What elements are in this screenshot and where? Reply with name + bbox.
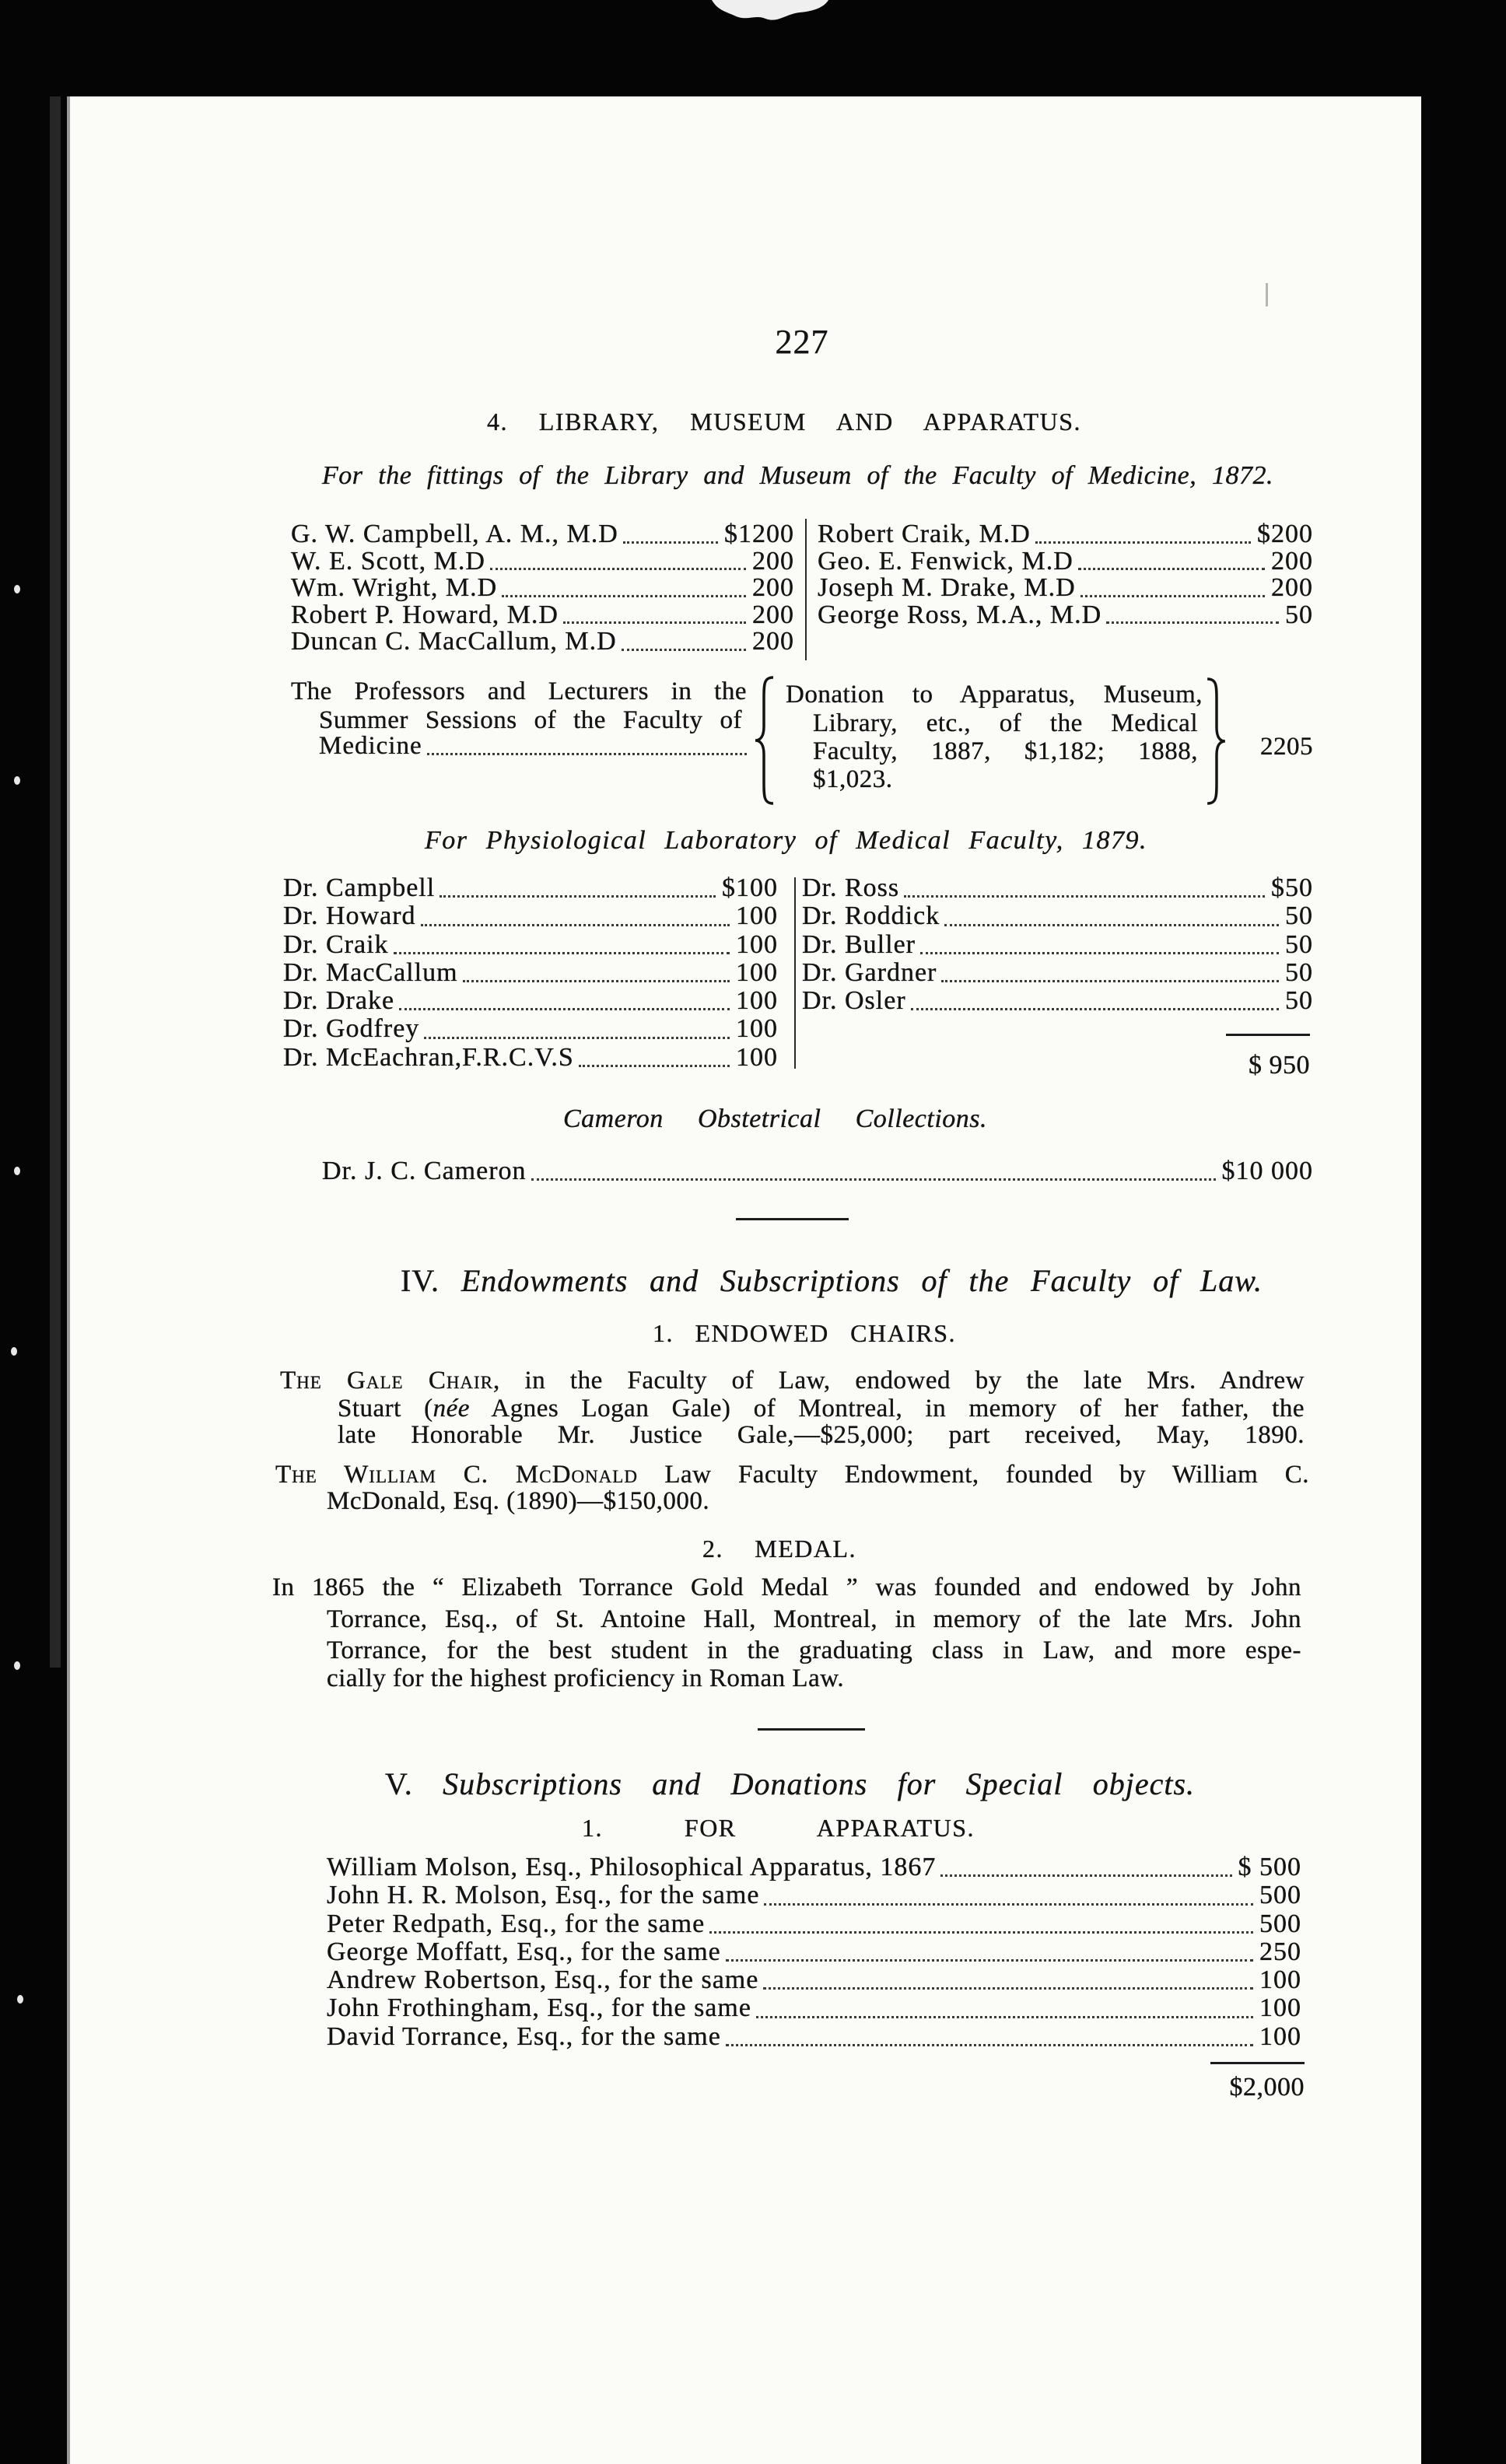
summer-purpose-line: Library, etc., of the Medical bbox=[813, 709, 1198, 737]
section-numeral: V. bbox=[385, 1766, 413, 1801]
law-section-heading bbox=[401, 1262, 1263, 1300]
donor-name: Dr. Howard bbox=[283, 901, 416, 931]
summer-donors-line: The Professors and Lecturers in the bbox=[291, 677, 747, 705]
fittings-left-list bbox=[291, 521, 794, 656]
list-item bbox=[291, 628, 794, 656]
dot-leader bbox=[622, 649, 746, 651]
donation-amount: $ 500 bbox=[1238, 1853, 1301, 1881]
right-brace-stroke bbox=[1207, 679, 1225, 803]
list-item bbox=[291, 521, 794, 548]
summer-donors-last-line bbox=[319, 733, 747, 760]
scan-speck bbox=[14, 585, 20, 593]
paragraph-italic: née bbox=[433, 1395, 470, 1423]
summer-purpose-line: Faculty, 1887, $1,182; 1888, bbox=[813, 737, 1198, 765]
medal-line: Torrance, Esq., of St. Antoine Hall, Montreal, in memory of the late Mrs. John bbox=[327, 1605, 1301, 1633]
donation-amount: 100 bbox=[736, 1014, 778, 1044]
scan-blob bbox=[700, 0, 840, 31]
donor-name: Duncan C. MacCallum, M.D bbox=[291, 627, 617, 656]
list-item bbox=[291, 602, 794, 629]
donor-name: Dr. Campbell bbox=[283, 873, 436, 902]
dot-leader bbox=[763, 1987, 1253, 1990]
total-rule bbox=[1226, 1034, 1310, 1036]
dot-leader bbox=[1035, 541, 1251, 544]
donor-name: Andrew Robertson, Esq., for the same bbox=[327, 1965, 759, 1995]
donor-name: David Torrance, Esq., for the same bbox=[327, 2021, 721, 2051]
donation-amount: 50 bbox=[1285, 901, 1313, 931]
donation-amount: 50 bbox=[1285, 986, 1313, 1016]
physiological-total: $ 950 bbox=[1249, 1051, 1310, 1080]
list-item bbox=[802, 987, 1313, 1015]
donor-name: Dr. J. C. Cameron bbox=[322, 1157, 527, 1185]
right-brace bbox=[1204, 677, 1228, 806]
donor-name: W. E. Scott, M.D bbox=[291, 546, 485, 576]
donation-amount: 50 bbox=[1285, 957, 1313, 987]
chairs-heading: 1. ENDOWED CHAIRS. bbox=[653, 1319, 956, 1347]
donor-name: Dr. Ross bbox=[802, 873, 900, 902]
dot-leader bbox=[463, 980, 730, 982]
summer-amount: 2205 bbox=[1260, 733, 1313, 761]
donation-amount: $50 bbox=[1271, 873, 1313, 902]
donation-amount: 100 bbox=[736, 957, 778, 987]
physiological-right-list bbox=[802, 874, 1313, 1015]
dot-leader bbox=[427, 753, 747, 755]
section-title: Endowments and Subscriptions of the Faculty of Law. bbox=[461, 1263, 1263, 1298]
list-item bbox=[291, 548, 794, 576]
dot-leader bbox=[531, 1178, 1216, 1181]
mcdonald-line bbox=[275, 1461, 1309, 1489]
dot-leader bbox=[941, 980, 1279, 982]
apparatus-total: $2,000 bbox=[1229, 2073, 1305, 2102]
page-number: 227 bbox=[775, 323, 829, 361]
list-item bbox=[327, 1853, 1301, 1881]
donation-amount: 50 bbox=[1285, 600, 1313, 629]
dot-leader bbox=[579, 1065, 730, 1067]
donation-amount: 100 bbox=[736, 1042, 778, 1072]
list-item bbox=[322, 1157, 1313, 1185]
donor-name: Dr. Drake bbox=[283, 986, 395, 1016]
list-item bbox=[319, 733, 747, 760]
donation-amount: $200 bbox=[1257, 520, 1313, 548]
dot-leader bbox=[940, 1874, 1231, 1877]
gale-chair-line bbox=[338, 1395, 1305, 1423]
list-item bbox=[283, 902, 778, 930]
list-item bbox=[291, 575, 794, 602]
donation-amount: 100 bbox=[1259, 1965, 1301, 1995]
donor-name: Peter Redpath, Esq., for the same bbox=[327, 1909, 706, 1938]
dot-leader bbox=[623, 541, 718, 544]
donor-name: G. W. Campbell, A. M., M.D bbox=[291, 520, 618, 548]
dot-leader bbox=[911, 1008, 1279, 1010]
scan-speck bbox=[14, 1661, 20, 1670]
gale-chair-line bbox=[280, 1367, 1305, 1395]
donation-amount: 500 bbox=[1259, 1909, 1301, 1938]
list-item bbox=[818, 521, 1313, 548]
donor-name: George Ross, M.A., M.D bbox=[818, 600, 1102, 629]
donor-name: Medicine bbox=[319, 732, 422, 760]
left-brace-stroke bbox=[755, 677, 773, 803]
summer-purpose-line: $1,023. bbox=[813, 765, 893, 793]
dot-leader bbox=[399, 1008, 730, 1010]
medal-line: cially for the highest proficiency in Roman Law. bbox=[327, 1664, 845, 1692]
dot-leader bbox=[726, 1959, 1253, 1962]
binding-gutter bbox=[50, 96, 61, 1668]
column-divider bbox=[805, 519, 807, 660]
scan-speck bbox=[17, 1995, 23, 2004]
list-item bbox=[327, 1938, 1301, 1966]
dot-leader bbox=[764, 1903, 1253, 1906]
donation-amount: $100 bbox=[722, 873, 778, 902]
donation-amount: 200 bbox=[752, 600, 794, 629]
donation-amount: 200 bbox=[1271, 546, 1313, 576]
donor-name: Dr. Godfrey bbox=[283, 1014, 420, 1044]
dot-leader bbox=[440, 895, 716, 898]
paragraph-text: Law Faculty Endowment, founded by William C. bbox=[637, 1461, 1309, 1489]
donation-amount: 200 bbox=[752, 546, 794, 576]
gale-chair-line: late Honorable Mr. Justice Gale,—$25,000; part received, May, 1890. bbox=[338, 1421, 1305, 1449]
medal-heading: 2. MEDAL. bbox=[702, 1535, 856, 1563]
dot-leader bbox=[490, 568, 746, 570]
donor-name: Dr. Craik bbox=[283, 929, 389, 959]
donor-name: Robert P. Howard, M.D bbox=[291, 600, 559, 629]
physiological-caption: For Physiological Laboratory of Medical Faculty, 1879. bbox=[425, 826, 1147, 855]
scan-blob-shape bbox=[712, 0, 828, 20]
donor-name: Dr. Buller bbox=[802, 929, 916, 959]
dot-leader bbox=[424, 1037, 730, 1039]
donor-name: Joseph M. Drake, M.D bbox=[818, 573, 1076, 602]
donation-amount: 250 bbox=[1259, 1937, 1301, 1966]
dot-leader bbox=[1078, 568, 1265, 570]
donation-amount: 200 bbox=[1271, 573, 1313, 602]
mcdonald-line: McDonald, Esq. (1890)—$150,000. bbox=[327, 1487, 710, 1515]
medal-line: In 1865 the “ Elizabeth Torrance Gold Medal ” was founded and endowed by John bbox=[272, 1573, 1301, 1601]
dot-leader bbox=[1106, 621, 1279, 624]
scan-speck bbox=[14, 776, 20, 785]
list-item bbox=[327, 2023, 1301, 2051]
physiological-left-list bbox=[283, 874, 778, 1072]
donation-amount: 100 bbox=[736, 929, 778, 959]
dot-leader bbox=[502, 595, 746, 597]
scan-mark bbox=[1266, 283, 1268, 306]
donation-amount: 100 bbox=[736, 901, 778, 931]
total-rule bbox=[1210, 2062, 1305, 2064]
dot-leader bbox=[920, 952, 1279, 954]
list-item bbox=[283, 874, 778, 902]
donation-amount: $10 000 bbox=[1221, 1157, 1313, 1185]
dot-leader bbox=[1080, 595, 1265, 597]
section-rule bbox=[758, 1728, 865, 1731]
donor-name: William Molson, Esq., Philosophical Apparatus, 1867 bbox=[327, 1853, 937, 1881]
list-item bbox=[327, 1910, 1301, 1938]
special-section-heading bbox=[385, 1765, 1195, 1804]
list-item bbox=[283, 1015, 778, 1043]
paragraph-text: Agnes Logan Gale) of Montreal, in memory of her father, the bbox=[469, 1395, 1305, 1423]
chair-name: The Gale Chair bbox=[280, 1367, 494, 1395]
list-item bbox=[283, 931, 778, 959]
donor-name: George Moffatt, Esq., for the same bbox=[327, 1937, 721, 1966]
donation-amount: 200 bbox=[752, 573, 794, 602]
donation-amount: 50 bbox=[1285, 929, 1313, 959]
donation-amount: 100 bbox=[1259, 1993, 1301, 2023]
list-item bbox=[327, 1881, 1301, 1909]
dot-leader bbox=[756, 2016, 1253, 2018]
dot-leader bbox=[394, 952, 730, 954]
dot-leader bbox=[563, 621, 746, 624]
paragraph-text: Stuart ( bbox=[338, 1395, 433, 1423]
scan-speck bbox=[14, 1167, 20, 1175]
dot-leader bbox=[421, 924, 730, 926]
donor-name: Dr. Osler bbox=[802, 986, 906, 1016]
donation-amount: $1200 bbox=[724, 520, 794, 548]
dot-leader bbox=[709, 1931, 1253, 1934]
donor-name: Dr. McEachran,F.R.C.V.S bbox=[283, 1042, 574, 1072]
donor-name: Dr. Roddick bbox=[802, 901, 940, 931]
page-edge bbox=[67, 96, 70, 2464]
fittings-caption: For the fittings of the Library and Museum of the Faculty of Medicine, 1872. bbox=[322, 461, 1273, 490]
donation-amount: 200 bbox=[752, 627, 794, 656]
dot-leader bbox=[726, 2044, 1253, 2046]
donation-amount: 100 bbox=[1259, 2021, 1301, 2051]
section-title: Subscriptions and Donations for Special objects. bbox=[443, 1766, 1196, 1801]
donor-name: John Frothingham, Esq., for the same bbox=[327, 1993, 751, 2023]
list-item bbox=[802, 874, 1313, 902]
cameron-caption: Cameron Obstetrical Collections. bbox=[563, 1104, 987, 1133]
scan-speck bbox=[11, 1347, 17, 1356]
list-item bbox=[802, 902, 1313, 930]
list-item bbox=[818, 575, 1313, 602]
list-item bbox=[802, 959, 1313, 987]
donor-name: Dr. Gardner bbox=[802, 957, 937, 987]
medal-line: Torrance, for the best student in the graduating class in Law, and more espe- bbox=[327, 1636, 1301, 1664]
list-item bbox=[327, 1966, 1301, 1994]
list-item bbox=[327, 1994, 1301, 2022]
list-item bbox=[283, 987, 778, 1015]
donor-name: John H. R. Molson, Esq., for the same bbox=[327, 1881, 760, 1910]
section-heading: 4. LIBRARY, MUSEUM AND APPARATUS. bbox=[487, 408, 1081, 436]
list-item bbox=[283, 959, 778, 987]
donor-name: Wm. Wright, M.D bbox=[291, 573, 498, 602]
dot-leader bbox=[904, 895, 1265, 898]
endowment-name: The William C. McDonald bbox=[275, 1461, 638, 1489]
apparatus-list bbox=[327, 1853, 1301, 2051]
donor-name: Geo. E. Fenwick, M.D bbox=[818, 546, 1073, 576]
dot-leader bbox=[944, 924, 1279, 926]
column-divider bbox=[794, 877, 796, 1069]
fittings-right-list bbox=[818, 521, 1313, 628]
summer-purpose-line: Donation to Apparatus, Museum, bbox=[786, 681, 1203, 709]
list-item bbox=[818, 602, 1313, 629]
donation-amount: 500 bbox=[1259, 1881, 1301, 1910]
left-brace bbox=[753, 675, 776, 806]
donation-amount: 100 bbox=[736, 986, 778, 1016]
summer-donors-line: Summer Sessions of the Faculty of bbox=[319, 706, 742, 734]
section-numeral: IV. bbox=[401, 1263, 440, 1298]
donor-name: Robert Craik, M.D bbox=[818, 520, 1031, 548]
list-item bbox=[818, 548, 1313, 576]
donor-name: Dr. MacCallum bbox=[283, 957, 458, 987]
section-rule bbox=[736, 1218, 849, 1220]
apparatus-heading: 1. FOR APPARATUS. bbox=[582, 1814, 975, 1842]
cameron-entry bbox=[322, 1157, 1313, 1185]
list-item bbox=[283, 1044, 778, 1072]
list-item bbox=[802, 931, 1313, 959]
paragraph-text: , in the Faculty of Law, endowed by the late Mrs. Andrew bbox=[493, 1367, 1305, 1395]
